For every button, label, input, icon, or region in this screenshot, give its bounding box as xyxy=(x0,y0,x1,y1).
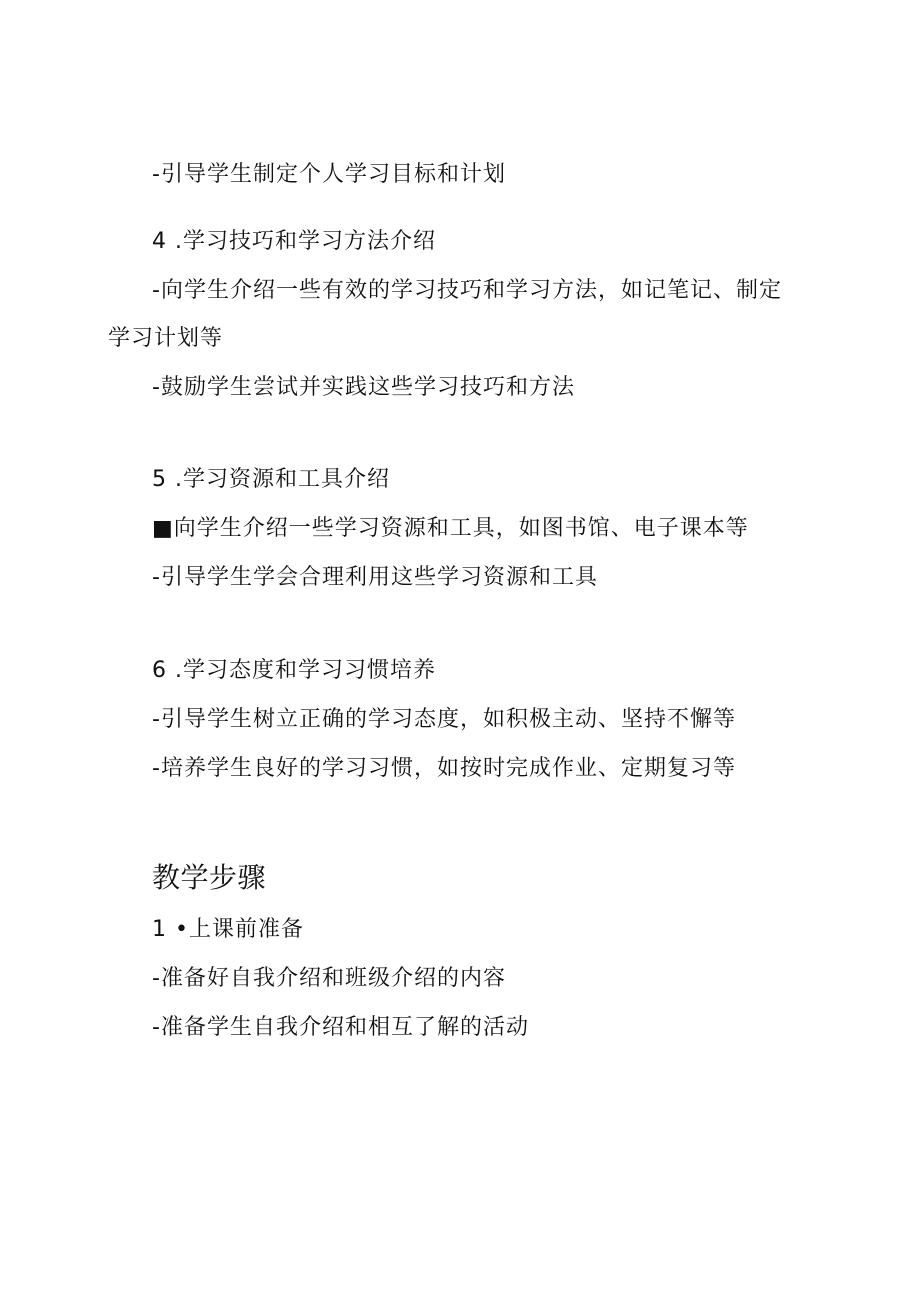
section-5-title: 5 .学习资源和工具介绍 xyxy=(152,467,390,492)
step-1-title: 1 •上课前准备 xyxy=(152,917,304,942)
teaching-steps-heading: 教学步骤 xyxy=(152,861,267,894)
step-1-item-1: -准备好自我介绍和班级介绍的内容 xyxy=(152,966,506,991)
section-4-item-1-line-2: 学习计划等 xyxy=(108,326,224,351)
section-5-item-1: ■向学生介绍一些学习资源和工具，如图书馆、电子课本等 xyxy=(152,516,749,541)
section-6-item-1: -引导学生树立正确的学习态度，如积极主动、坚持不懈等 xyxy=(152,707,736,732)
section-4-title: 4 .学习技巧和学习方法介绍 xyxy=(152,229,436,254)
section-6-item-2: -培养学生良好的学习习惯，如按时完成作业、定期复习等 xyxy=(152,756,736,781)
list-item-guide-goals: -引导学生制定个人学习目标和计划 xyxy=(152,162,506,187)
section-4-item-2: -鼓励学生尝试并实践这些学习技巧和方法 xyxy=(152,375,575,400)
section-4-item-1-line-1: -向学生介绍一些有效的学习技巧和学习方法，如记笔记、制定 xyxy=(152,278,782,303)
section-5-item-2: -引导学生学会合理利用这些学习资源和工具 xyxy=(152,565,598,590)
section-6-title: 6 .学习态度和学习习惯培养 xyxy=(152,658,436,683)
step-1-item-2: -准备学生自我介绍和相互了解的活动 xyxy=(152,1015,529,1040)
